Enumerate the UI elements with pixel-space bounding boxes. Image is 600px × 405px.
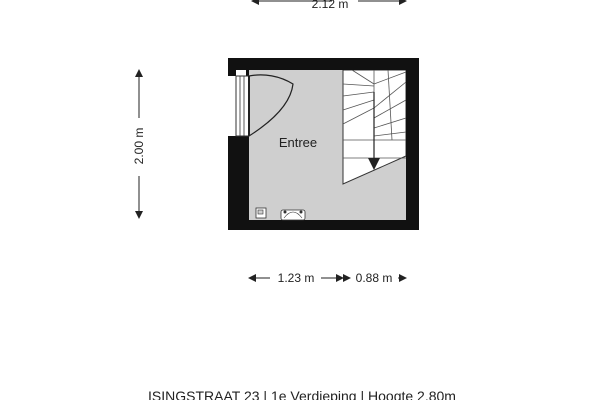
bottom-right-dimension-label: 0.88 m	[355, 271, 393, 285]
floorplan-caption: ISINGSTRAAT 23 | 1e Verdieping | Hoogte 2.80m	[148, 388, 456, 400]
wall-stub	[246, 70, 249, 76]
sink-fixture	[281, 210, 305, 220]
wall-left-top	[228, 58, 236, 76]
top-dimension-label: 2.12 m	[311, 0, 349, 11]
left-dimension	[132, 70, 146, 218]
top-dimension	[252, 0, 406, 11]
bottom-dimensions	[249, 271, 406, 285]
bottom-left-dimension-label: 1.23 m	[277, 271, 315, 285]
wall-right	[406, 58, 419, 230]
room-label: Entree	[278, 135, 318, 150]
wall-left-bottom	[228, 136, 249, 230]
wall-top	[228, 58, 419, 70]
left-dimension-label: 2.00 m	[132, 127, 146, 165]
wall-bottom	[228, 220, 419, 230]
toilet-fixture	[256, 208, 266, 218]
entrance-frame	[236, 76, 249, 136]
